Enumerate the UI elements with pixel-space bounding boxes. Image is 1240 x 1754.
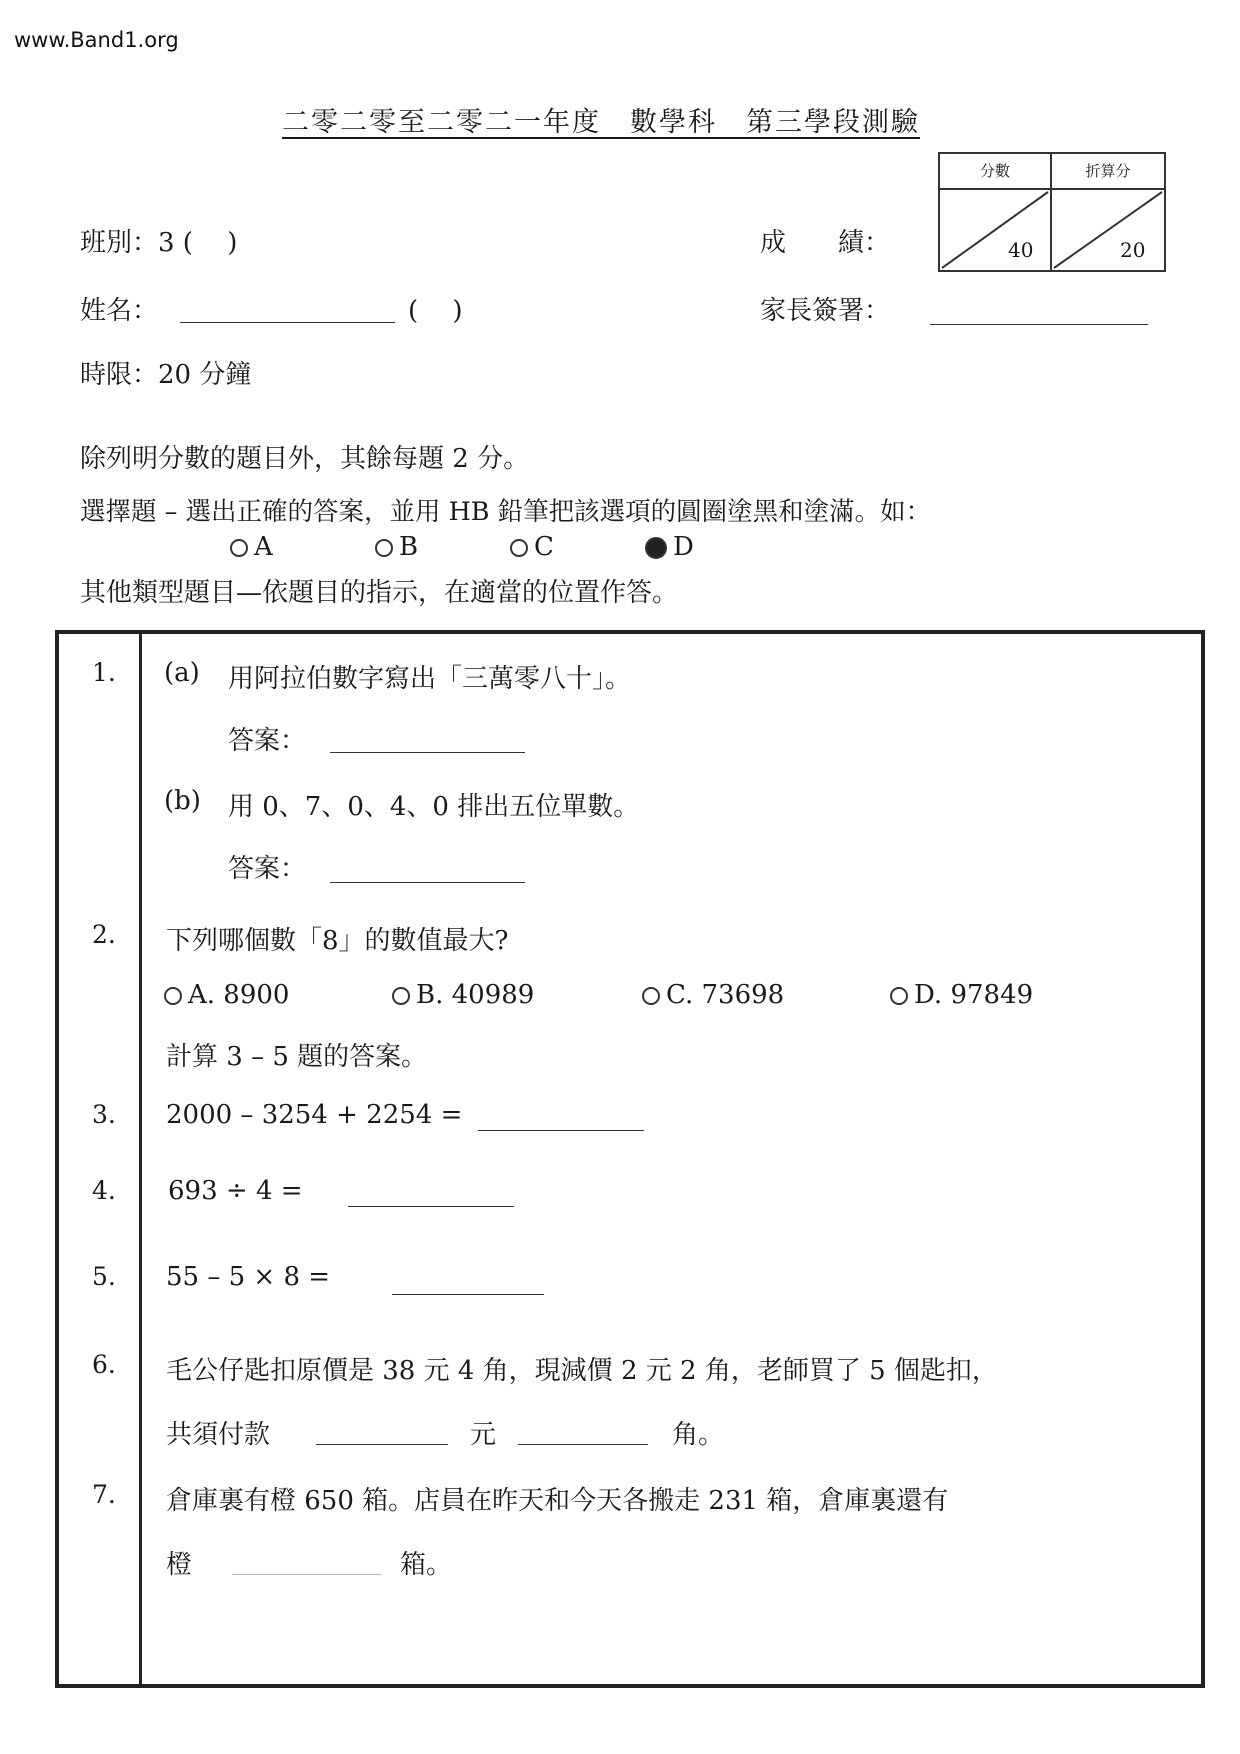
q5-text: 55 – 5 × 8 = [166, 1262, 331, 1292]
example-option-b: B [375, 532, 418, 562]
empty-circle-icon [642, 987, 660, 1005]
q6-number: 6. [92, 1350, 116, 1379]
filled-circle-icon [645, 537, 667, 559]
name-label: 姓名： [80, 296, 159, 326]
student-number-label: ( ) [408, 296, 463, 326]
q5-answer-field[interactable] [392, 1294, 544, 1295]
instruction-scoring: 除列明分數的題目外，其餘每題 2 分。 [80, 444, 530, 474]
q6-dollar-field[interactable] [316, 1444, 448, 1445]
q1b-text: 用 0、7、0、4、0 排出五位單數。 [228, 792, 640, 822]
q1-number: 1. [92, 658, 116, 687]
q4-number: 4. [92, 1176, 116, 1205]
converted-score-total: 20 [1120, 238, 1146, 262]
q1a-answer-label: 答案： [228, 726, 307, 756]
empty-circle-icon [890, 987, 908, 1005]
q7-answer-field[interactable] [232, 1574, 382, 1575]
q3-text: 2000 – 3254 + 2254 = [166, 1100, 463, 1130]
q2-text: 下列哪個數「8」的數值最大? [166, 926, 509, 956]
q6-cent-field[interactable] [518, 1444, 648, 1445]
q7-line1: 倉庫裏有橙 650 箱。店員在昨天和今天各搬走 231 箱，倉庫裏還有 [166, 1486, 949, 1516]
q4-answer-field[interactable] [348, 1206, 514, 1207]
q2-option-a[interactable]: A. 8900 [164, 980, 289, 1010]
q1b-answer-field[interactable] [330, 882, 525, 883]
q5-number: 5. [92, 1262, 116, 1291]
site-watermark: www.Band1.org [14, 28, 179, 52]
q6-unit-dollar: 元 [470, 1420, 497, 1450]
instruction-other: 其他類型題目—依題目的指示，在適當的位置作答。 [80, 578, 679, 608]
q2-option-d[interactable]: D. 97849 [890, 980, 1033, 1010]
q3-number: 3. [92, 1100, 116, 1129]
q6-unit-cent: 角。 [672, 1420, 725, 1450]
empty-circle-icon [510, 539, 528, 557]
calc-note: 計算 3 – 5 題的答案。 [166, 1042, 428, 1072]
empty-circle-icon [230, 539, 248, 557]
q7-unit: 箱。 [400, 1550, 453, 1580]
q2-option-c[interactable]: C. 73698 [642, 980, 784, 1010]
q7-number: 7. [92, 1480, 116, 1509]
q3-answer-field[interactable] [478, 1130, 644, 1131]
empty-circle-icon [375, 539, 393, 557]
class-label: 班別：3 ( ) [80, 228, 238, 258]
example-option-c: C [510, 532, 554, 562]
exam-title: 二零二零至二零二一年度 數學科 第三學段測驗 [282, 107, 920, 138]
q6-line2: 共須付款 [166, 1420, 271, 1450]
parent-sign-label: 家長簽署： [760, 296, 891, 326]
converted-score-col-header: 折算分 [1052, 154, 1164, 190]
q1b-answer-label: 答案： [228, 854, 307, 884]
instruction-mc: 選擇題 – 選出正確的答案，並用 HB 鉛筆把該選項的圓圈塗黑和塗滿。如： [80, 497, 932, 527]
number-column-divider [139, 634, 142, 1684]
empty-circle-icon [392, 987, 410, 1005]
example-option-a: A [230, 532, 273, 562]
q6-line1: 毛公仔匙扣原價是 38 元 4 角，現減價 2 元 2 角，老師買了 5 個匙扣， [166, 1356, 998, 1386]
grade-label: 成 績： [760, 228, 891, 258]
example-option-d: D [645, 532, 694, 562]
q2-option-b[interactable]: B. 40989 [392, 980, 534, 1010]
parent-sign-field[interactable] [930, 324, 1148, 325]
empty-circle-icon [164, 987, 182, 1005]
name-field[interactable] [180, 322, 395, 323]
score-total: 40 [1008, 238, 1034, 262]
q4-text: 693 ÷ 4 = [168, 1176, 303, 1206]
q7-line2: 橙 [166, 1550, 193, 1580]
score-table [938, 152, 1166, 272]
q1a-answer-field[interactable] [330, 752, 525, 753]
q1a-label: (a) [164, 658, 200, 688]
time-limit-label: 時限：20 分鐘 [80, 360, 252, 390]
q2-number: 2. [92, 920, 116, 949]
q1a-text: 用阿拉伯數字寫出「三萬零八十」。 [228, 664, 632, 694]
q1b-label: (b) [164, 786, 201, 816]
score-col-header: 分數 [940, 154, 1050, 190]
